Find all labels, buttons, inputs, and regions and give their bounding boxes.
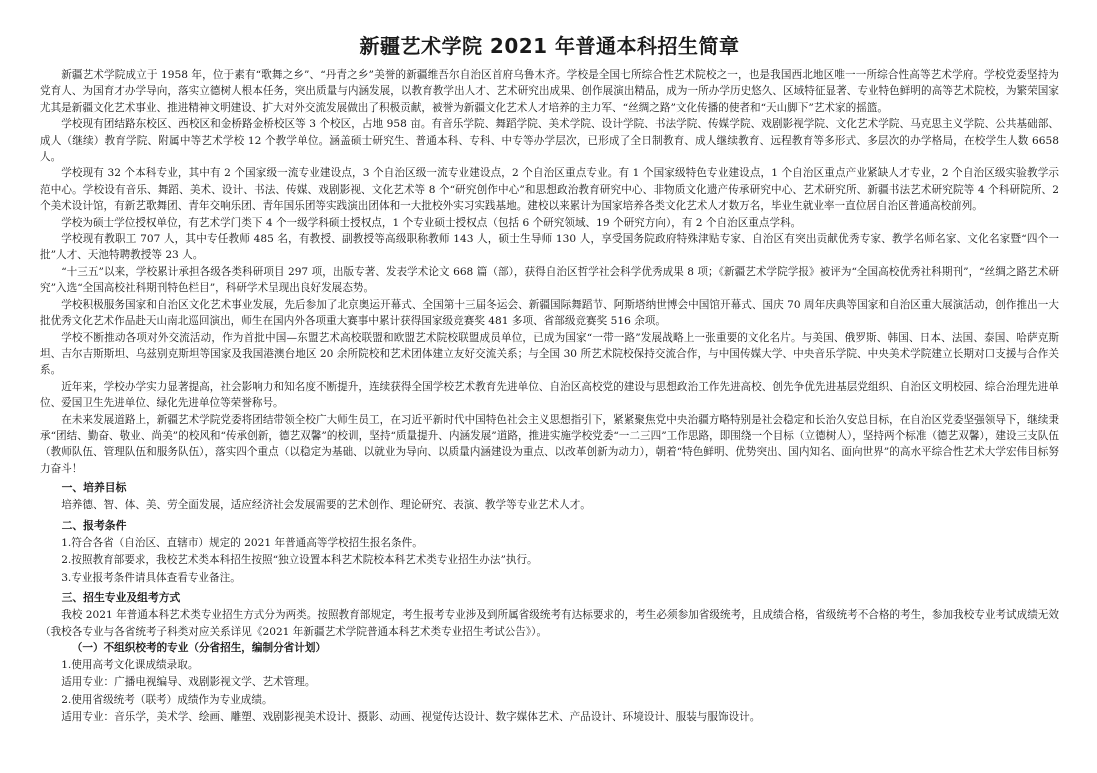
section-training-goal bbox=[40, 479, 1059, 515]
list-item: 3.专业报考条件请具体查看专业备注。 bbox=[61, 571, 241, 584]
list-item: 适用专业：音乐学，美术学、绘画、雕塑、戏剧影视美术设计、摄影、动画、视觉传达设计、数字媒体艺术、产品设计、环境设计、服装与服饰设计。 bbox=[61, 711, 761, 724]
section-eligibility bbox=[40, 517, 1059, 588]
list-item: 1.使用高考文化课成绩录取。 bbox=[61, 658, 199, 671]
intro-paragraph: “十三五”以来，学校累计承担各级各类科研项目 297 项，出版专著、发表学术论文 668 篇（部），获得自治区哲学社会科学优秀成果 8 项；《新疆艺术学院学报》被评为“全国高校优秀社科期刊”，“丝绸之路艺术研究”入选“全国高校社科期刊特色栏目”，科研学术呈现出良好发展态势。 bbox=[40, 265, 1059, 295]
intro-paragraph: 学校现有团结路东校区、西校区和金桥路金桥校区等 3 个校区，占地 958 亩。有音乐学院、舞蹈学院、美术学院、设计学院、书法学院、传媒学院、戏剧影视学院、文化艺术学院、马克思主义学院、公共基础部、成人（继续）教育学院、附属中等艺术学校 12 个教学单位。涵盖硕士研究生、普通本科、专科、中专等办学层次，已形成了全日制教育、成人继续教育、远程教育等多形式、多层次的办学格局，在校学生人数 6658 人。 bbox=[40, 118, 1059, 164]
section-majors-exams bbox=[40, 589, 1059, 727]
section-heading: 二、报考条件 bbox=[61, 518, 127, 532]
section-heading: 三、招生专业及组考方式 bbox=[61, 591, 181, 605]
intro-paragraph: 学校不断推动各项对外交流活动，作为首批中国—东盟艺术高校联盟和欧盟艺术院校联盟成员单位，已成为国家“一带一路”发展战略上一张重要的文化名片。与美国、俄罗斯、韩国、日本、法国、泰国、哈萨克斯坦、吉尔吉斯斯坦、乌兹别克斯坦等国家及我国港澳台地区 20 余所院校和艺术团体建立友好交流关系；与全国 30 所艺术院校保持交流合作，与中国传媒大学、中央音乐学院、中央美术学院建立长期对口支援与合作关系。 bbox=[40, 331, 1059, 377]
intro-paragraph: 近年来，学校办学实力显著提高，社会影响力和知名度不断提升，连续获得全国学校艺术教育先进单位、自治区高校党的建设与思想政治工作先进高校、创先争优先进基层党组织、自治区文明校园、综合治理先进单位、爱国卫生先进单位、绿化先进单位等荣誉称号。 bbox=[40, 380, 1059, 410]
intro-paragraph: 学校现有 32 个本科专业，其中有 2 个国家级一流专业建设点，3 个自治区级一流专业建设点，2 个自治区重点专业。有 1 个国家级特色专业建设点，1 个自治区重点产业紧缺人才专业，2 个自治区级实验教学示范中心。学校设有音乐、舞蹈、美术、设计、书法、传媒、戏剧影视、文化艺术等 8 个“研究创作中心”和思想政治教育研究中心、非物质文化遗产传承研究中心、艺术研究所、新疆书法艺术研究院等 4 个科研院所、2 个美术设计馆，有新艺歌舞团、青年交响乐团、青年国乐团等实践演出团体和一大批校外实习实践基地。建校以来累计为国家培养各类文化艺术人才数万名，毕业生就业率一直位居自治区普通高校前列。 bbox=[40, 167, 1059, 213]
section-text: 我校 2021 年普通本科艺术类专业招生方式分为两类。按照教育部规定，考生报考专业涉及到所属省级统考有达标要求的，考生必须参加省级统考，且成绩合格，省级统考不合格的考生，参加我校专业考试成绩无效（我校各专业与各省统考子科类对应关系详见《2021 年新疆艺术学院普通本科艺术类专业招生考试公告》）。 bbox=[40, 609, 1059, 638]
document-title: 新疆艺术学院 2021 年普通本科招生简章 bbox=[359, 34, 740, 58]
intro-paragraph: 学校为硕士学位授权单位，有艺术学门类下 4 个一级学科硕士授权点，1 个专业硕士授权点（包括 6 个研究领域、19 个研究方向），有 2 个自治区重点学科。 bbox=[61, 216, 802, 229]
section-text: 培养德、智、体、美、劳全面发展，适应经济社会发展需要的艺术创作、理论研究、表演、教学等专业艺术人才。 bbox=[61, 499, 591, 512]
intro-paragraph: 学校现有教职工 707 人，其中专任教师 485 名，有教授、副教授等高级职称教师 143 人，硕士生导师 130 人，享受国务院政府特殊津贴专家、自治区有突出贡献优秀专家、教学名师名家、文化名家暨“四个一批”人才、天池特聘教授等 23 人。 bbox=[40, 233, 1059, 262]
list-item: 1.符合各省（自治区、直辖市）规定的 2021 年普通高等学校招生报名条件。 bbox=[61, 536, 423, 549]
intro-paragraph: 学校积极服务国家和自治区文化艺术事业发展，先后参加了北京奥运开幕式、全国第十三届冬运会、新疆国际舞蹈节、阿斯塔纳世博会中国馆开幕式、国庆 70 周年庆典等国家和自治区重大展演活动，创作推出一大批优秀文化艺术作品赴天山南北巡回演出，师生在国内外各项重大赛事中累计获得国家级竞赛奖 481 多项、省部级竞赛奖 516 余项。 bbox=[40, 298, 1059, 328]
list-item: 2.按照教育部要求，我校艺术类本科招生按照“独立设置本科艺术院校本科艺术类专业招生办法”执行。 bbox=[61, 554, 538, 567]
section-heading: 一、培养目标 bbox=[61, 481, 127, 495]
subsection-heading: （一）不组织校考的专业（分省招生，编制分省计划） bbox=[71, 641, 327, 654]
intro-paragraph: 在未来发展道路上，新疆艺术学院党委将团结带领全校广大师生员工，在习近平新时代中国特色社会主义思想指引下，紧紧聚焦党中央治疆方略特别是社会稳定和长治久安总目标，在自治区党委坚强领导下，继续秉承“团结、勤奋、敬业、尚美”的校风和“传承创新，德艺双馨”的校训，坚持“质量提升、内涵发展”道路，推进实施学校党委“一二三四”工作思路，即围绕一个目标（立德树人），坚持两个标准（德艺双馨），建设三支队伍（教师队伍、管理队伍和服务队伍），落实四个重点（以稳定为基础、以就业为导向、以质量内涵建设为重点、以改革创新为动力），朝着“特色鲜明、优势突出、国内知名、面向世界”的高水平综合性艺术大学宏伟目标努力奋斗！ bbox=[40, 413, 1059, 475]
intro-section bbox=[40, 67, 1059, 477]
list-item: 适用专业：广播电视编导、戏剧影视文学、艺术管理。 bbox=[61, 676, 316, 689]
list-item: 2.使用省级统考（联考）成绩作为专业成绩。 bbox=[61, 693, 273, 706]
intro-paragraph: 新疆艺术学院成立于 1958 年，位于素有“歌舞之乡”、“丹青之乡”美誉的新疆维吾尔自治区首府乌鲁木齐。学校是全国七所综合性艺术院校之一，也是我国西北地区唯一一所综合性高等艺术学府。学校党委坚持为党育人、为国育才办学导向，落实立德树人根本任务，突出质量与内涵发展，以教育教学出人才、艺术研究出成果、创作展演出精品，成为一所办学历史悠久、区域特征显著、专业特色鲜明的高等艺术院校，为繁荣国家尤其是新疆文化艺术事业、推进精神文明建设、扩大对外交流发展做出了积极贡献，被誉为新疆文化艺术人才培养的主力军、“丝绸之路”文化传播的使者和“天山脚下”艺术家的摇篮。 bbox=[40, 69, 1059, 114]
